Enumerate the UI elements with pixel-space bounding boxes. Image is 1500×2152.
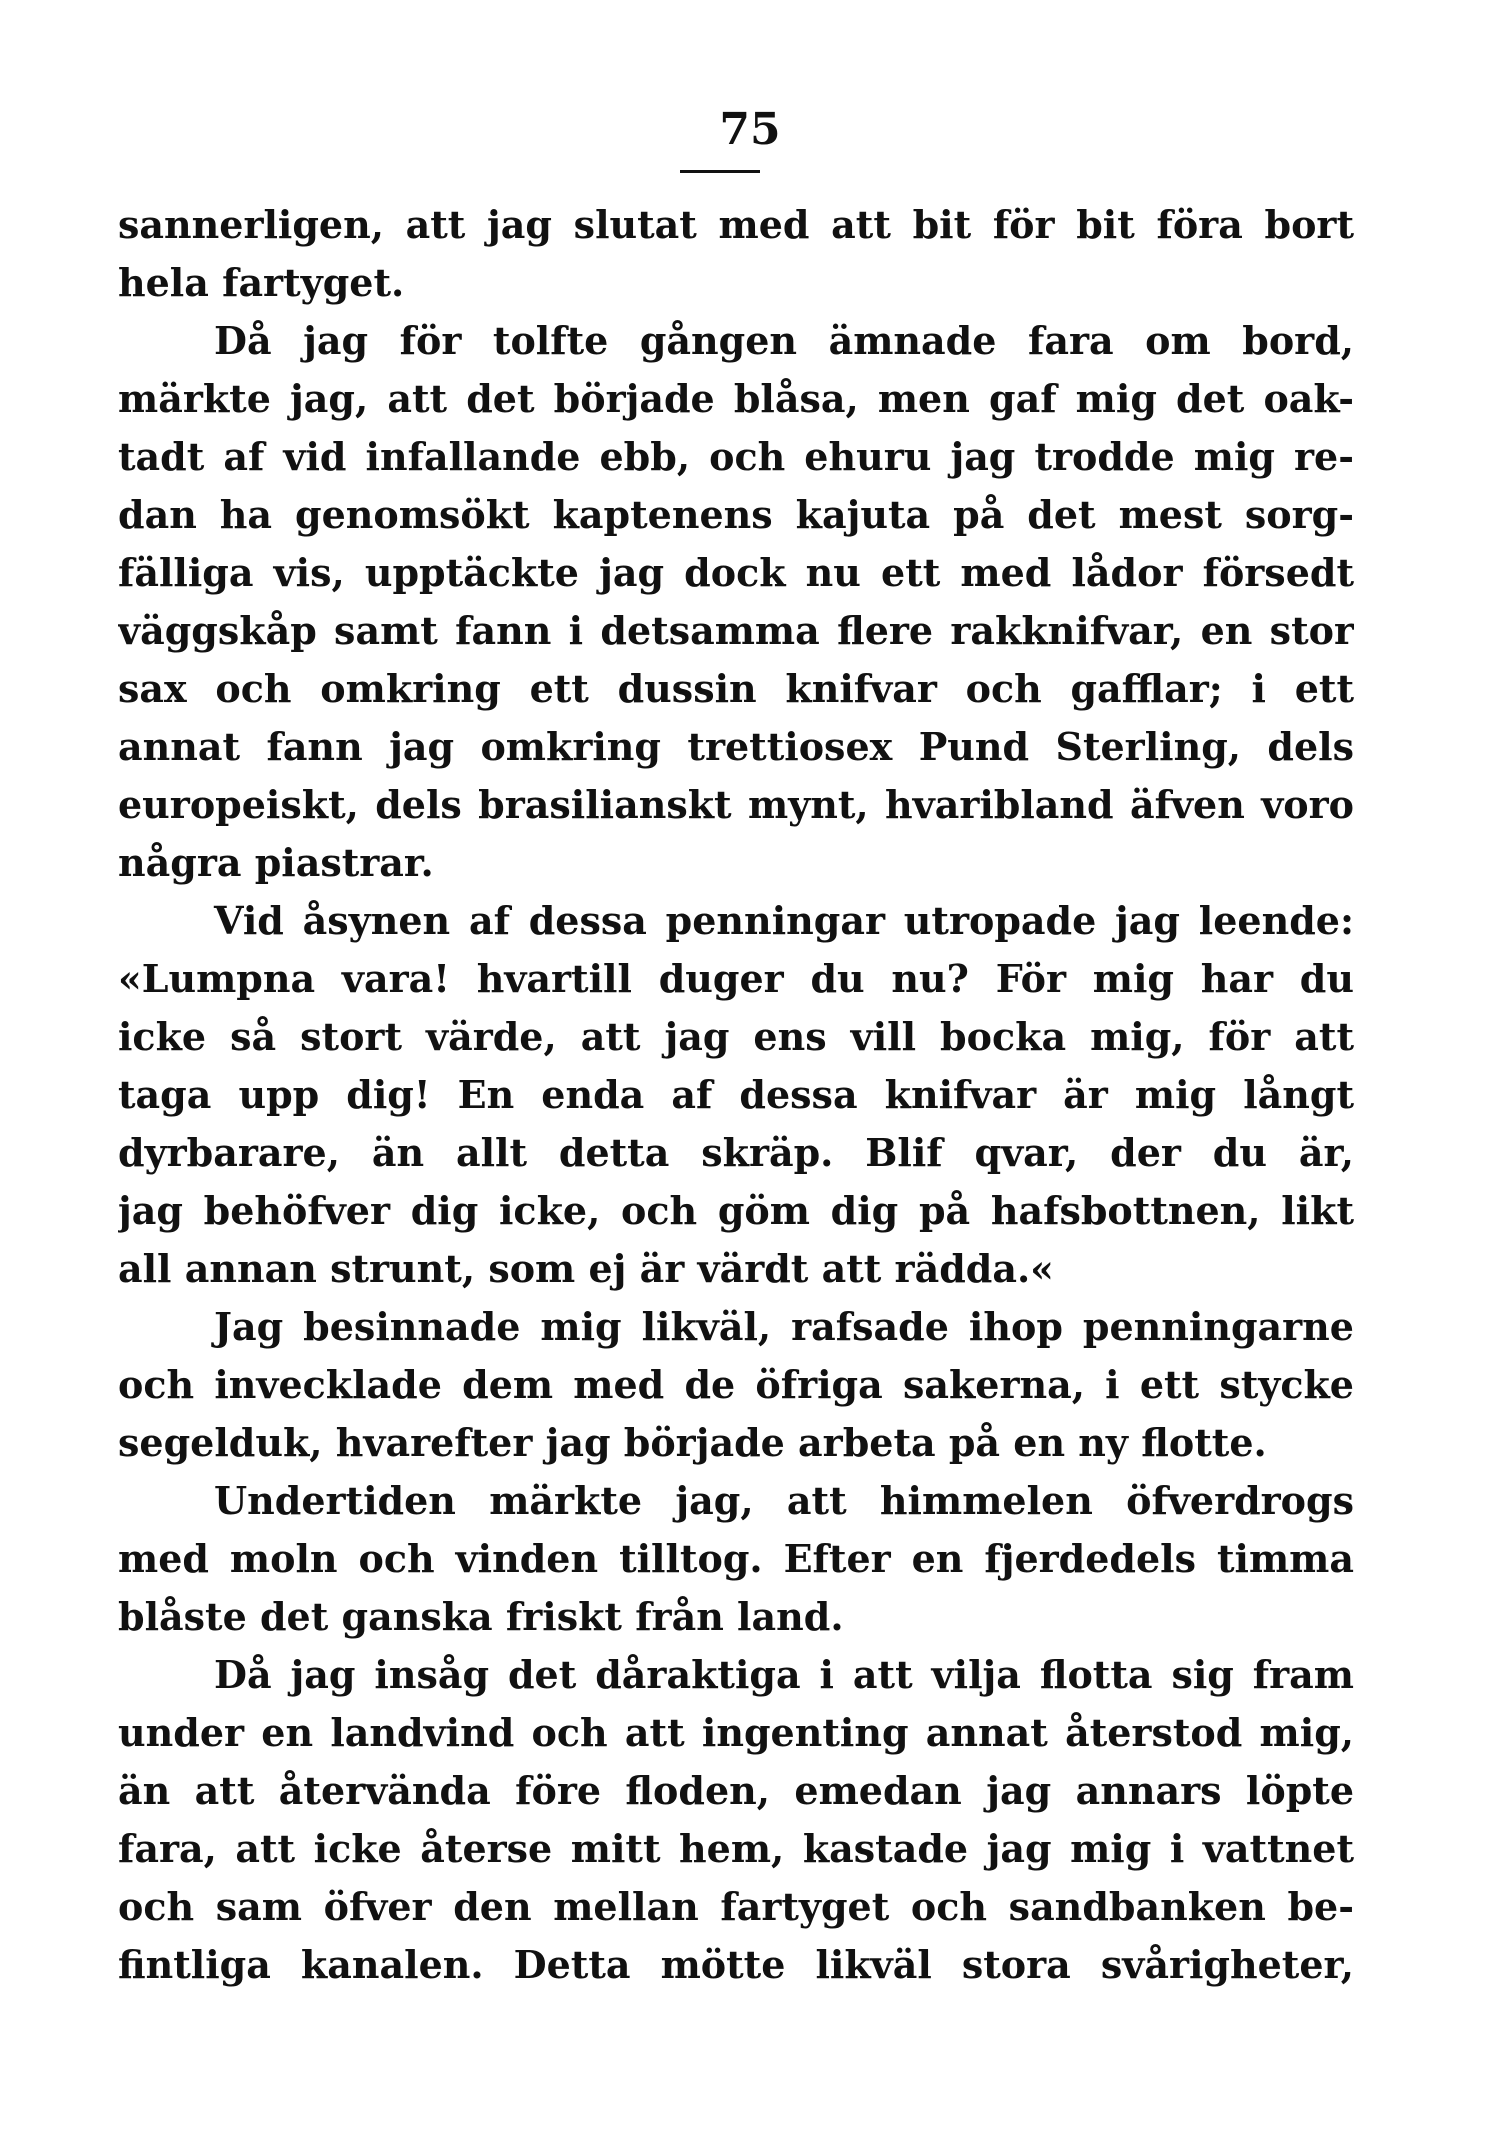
text-line: Undertiden märkte jag, att himmelen öfverdrogs [214, 1478, 1354, 1523]
text-line: «Lumpna vara! hvartill duger du nu? För mig har du [118, 956, 1354, 1001]
text-line: taga upp dig! En enda af dessa knifvar är mig långt [118, 1072, 1354, 1117]
text-line: fara, att icke återse mitt hem, kastade jag mig i vattnet [118, 1826, 1354, 1871]
text-line: och invecklade dem med de öfriga sakerna, i ett stycke [118, 1362, 1354, 1407]
text-line: dan ha genomsökt kaptenens kajuta på det mest sorg- [118, 492, 1354, 537]
text-line: fälliga vis, upptäckte jag dock nu ett med lådor försedt [118, 550, 1354, 595]
text-line: fintliga kanalen. Detta mötte likväl stora svårigheter, [118, 1942, 1354, 1987]
page-number: 75 [719, 104, 781, 155]
text-line: tadt af vid infallande ebb, och ehuru jag trodde mig re- [118, 434, 1354, 479]
text-line: europeiskt, dels brasilianskt mynt, hvaribland äfven voro [118, 782, 1354, 827]
text-line: annat fann jag omkring trettiosex Pund Sterling, dels [118, 724, 1354, 769]
text-line: dyrbarare, än allt detta skräp. Blif qvar, der du är, [118, 1130, 1354, 1175]
text-line: med moln och vinden tilltog. Efter en fjerdedels timma [118, 1536, 1354, 1581]
text-line: märkte jag, att det började blåsa, men gaf mig det oak- [118, 376, 1354, 421]
text-line: några piastrar. [118, 840, 434, 885]
text-line: jag behöfver dig icke, och göm dig på hafsbottnen, likt [118, 1188, 1354, 1233]
text-line: sax och omkring ett dussin knifvar och gafflar; i ett [118, 666, 1354, 711]
text-line: all annan strunt, som ej är värdt att rädda.« [118, 1246, 1054, 1291]
text-line: Då jag insåg det dåraktiga i att vilja flotta sig fram [214, 1652, 1354, 1697]
text-line: Vid åsynen af dessa penningar utropade jag leende: [214, 898, 1354, 943]
text-line: hela fartyget. [118, 260, 405, 305]
text-line: blåste det ganska friskt från land. [118, 1594, 844, 1639]
text-line: än att återvända före floden, emedan jag annars löpte [118, 1768, 1354, 1813]
page-number-rule [680, 170, 760, 173]
text-line: segelduk, hvarefter jag började arbeta på en ny flotte. [118, 1420, 1267, 1465]
text-line: Jag besinnade mig likväl, rafsade ihop penningarne [214, 1304, 1354, 1349]
text-line: icke så stort värde, att jag ens vill bocka mig, för att [118, 1014, 1354, 1059]
body-text [118, 196, 1354, 1994]
text-line: Då jag för tolfte gången ämnade fara om bord, [214, 318, 1354, 363]
text-line: under en landvind och att ingenting annat återstod mig, [118, 1710, 1354, 1755]
text-line: sannerligen, att jag slutat med att bit för bit föra bort [118, 202, 1354, 247]
text-line: och sam öfver den mellan fartyget och sandbanken be- [118, 1884, 1354, 1929]
text-line: väggskåp samt fann i detsamma flere rakknifvar, en stor [118, 608, 1354, 653]
